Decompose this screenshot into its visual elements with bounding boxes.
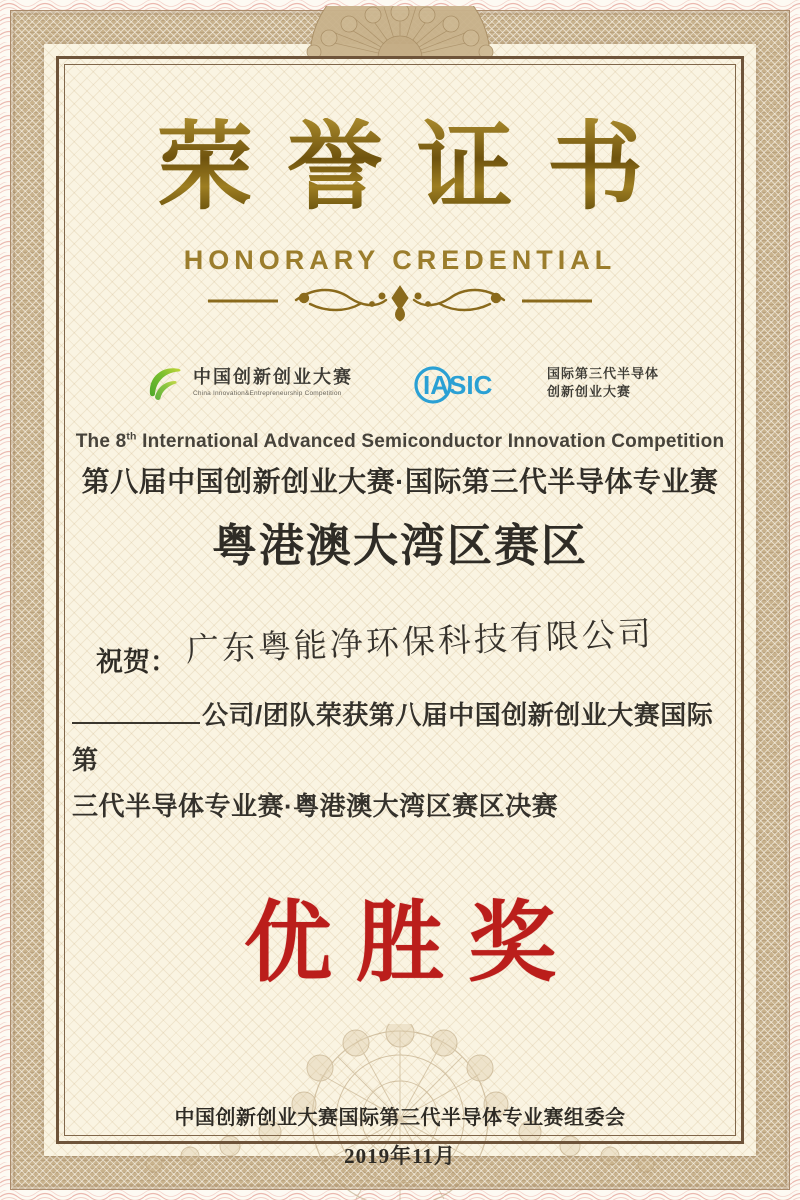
- green-swoosh-icon: [141, 361, 185, 405]
- iasic-name-line1: 国际第三代半导体: [546, 366, 659, 382]
- china-competition-name-en: China Innovation&Entrepreneurship Competition: [192, 390, 342, 398]
- blank-underline: [72, 696, 200, 724]
- issue-date: 2019年11月: [344, 1144, 456, 1169]
- english-prefix: The 8: [75, 430, 127, 452]
- iasic-logo: [411, 361, 659, 405]
- fan-rosette-ornament-icon: [305, 6, 495, 58]
- award-statement-line1: 公司/团队荣获第八届中国创新创业大赛国际第: [72, 699, 714, 776]
- certificate-content: [72, 66, 728, 1169]
- english-rest: International Advanced Semiconductor Innovation Competition: [136, 430, 725, 452]
- award-statement: [72, 693, 728, 830]
- award-title: 优胜奖: [243, 896, 580, 994]
- salutation-row: [72, 616, 728, 679]
- certificate-title: 荣誉证书: [72, 118, 728, 219]
- competition-region: 粤港澳大湾区赛区: [211, 519, 588, 571]
- china-competition-logo: [141, 361, 353, 405]
- competition-name-english: [72, 431, 728, 453]
- svg-text:IASIC: IASIC: [422, 369, 493, 400]
- logos-row: [72, 361, 728, 405]
- salutation-label: 祝贺：: [96, 646, 177, 677]
- competition-name-chinese: 第八届中国创新创业大赛·国际第三代半导体专业赛: [81, 465, 719, 497]
- award-statement-line2: 三代半导体专业赛·粤港澳大湾区赛区决赛: [72, 790, 559, 821]
- iasic-name-line2: 创新创业大赛: [546, 383, 631, 399]
- recipient-company-name: 广东粤能净环保科技有限公司: [185, 616, 655, 669]
- english-ordinal-suffix: th: [126, 431, 137, 443]
- iasic-acronym-icon: [411, 361, 539, 405]
- china-competition-name: 中国创新创业大赛: [192, 367, 353, 388]
- flourish-divider-icon: [200, 280, 600, 322]
- issuer-committee: 中国创新创业大赛国际第三代半导体专业赛组委会: [174, 1107, 626, 1130]
- certificate-subtitle: HONORARY CREDENTIAL: [183, 244, 617, 275]
